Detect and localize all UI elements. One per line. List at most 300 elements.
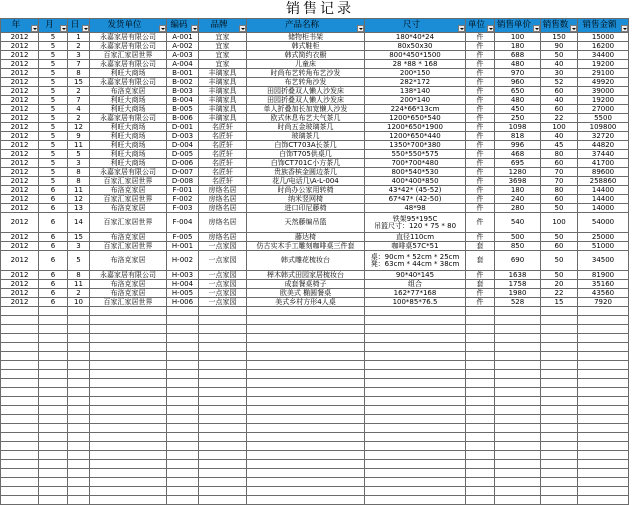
cell-amount[interactable]	[578, 233, 629, 242]
cell-size[interactable]	[365, 280, 466, 289]
empty-cell[interactable]	[247, 388, 365, 397]
cell-month[interactable]	[39, 159, 68, 168]
cell-amount[interactable]	[578, 242, 629, 251]
empty-cell[interactable]	[1, 379, 39, 388]
cell-unit-price[interactable]	[495, 204, 541, 213]
cell-unit-price[interactable]	[495, 168, 541, 177]
cell-unit[interactable]	[466, 132, 495, 141]
cell-unit-price[interactable]	[495, 141, 541, 150]
column-header-day[interactable]	[68, 19, 90, 33]
empty-cell[interactable]	[68, 433, 90, 442]
cell-amount[interactable]	[578, 168, 629, 177]
cell-shipper[interactable]	[90, 213, 167, 233]
cell-unit-price[interactable]	[495, 114, 541, 123]
empty-cell[interactable]	[365, 496, 466, 505]
cell-shipper[interactable]	[90, 51, 167, 60]
column-header-shipper[interactable]	[90, 19, 167, 33]
cell-brand[interactable]	[199, 150, 247, 159]
empty-cell[interactable]	[199, 334, 247, 343]
empty-cell[interactable]	[466, 433, 495, 442]
empty-cell[interactable]	[365, 325, 466, 334]
cell-quantity[interactable]	[541, 168, 578, 177]
empty-cell[interactable]	[495, 343, 541, 352]
empty-cell[interactable]	[247, 478, 365, 487]
filter-dropdown-icon[interactable]	[621, 25, 628, 32]
cell-brand[interactable]	[199, 289, 247, 298]
cell-amount[interactable]	[578, 271, 629, 280]
cell-brand[interactable]	[199, 242, 247, 251]
empty-cell[interactable]	[365, 334, 466, 343]
cell-product[interactable]	[247, 242, 365, 251]
empty-cell[interactable]	[495, 460, 541, 469]
empty-cell[interactable]	[199, 424, 247, 433]
empty-cell[interactable]	[90, 316, 167, 325]
cell-product[interactable]	[247, 186, 365, 195]
cell-amount[interactable]	[578, 78, 629, 87]
cell-code[interactable]	[167, 242, 199, 251]
empty-cell[interactable]	[247, 343, 365, 352]
cell-product[interactable]	[247, 213, 365, 233]
empty-cell[interactable]	[247, 370, 365, 379]
cell-month[interactable]	[39, 298, 68, 307]
cell-unit[interactable]	[466, 280, 495, 289]
cell-day[interactable]	[68, 271, 90, 280]
cell-year[interactable]	[1, 69, 39, 78]
cell-code[interactable]	[167, 289, 199, 298]
cell-amount[interactable]	[578, 289, 629, 298]
empty-cell[interactable]	[167, 478, 199, 487]
cell-day[interactable]	[68, 78, 90, 87]
cell-day[interactable]	[68, 251, 90, 271]
empty-cell[interactable]	[495, 451, 541, 460]
cell-quantity[interactable]	[541, 242, 578, 251]
empty-cell[interactable]	[247, 316, 365, 325]
empty-cell[interactable]	[247, 415, 365, 424]
cell-size[interactable]	[365, 177, 466, 186]
cell-day[interactable]	[68, 141, 90, 150]
cell-month[interactable]	[39, 289, 68, 298]
empty-cell[interactable]	[578, 316, 629, 325]
cell-month[interactable]	[39, 150, 68, 159]
cell-size[interactable]	[365, 87, 466, 96]
cell-month[interactable]	[39, 280, 68, 289]
empty-cell[interactable]	[90, 325, 167, 334]
cell-product[interactable]	[247, 132, 365, 141]
cell-year[interactable]	[1, 141, 39, 150]
cell-shipper[interactable]	[90, 78, 167, 87]
empty-cell[interactable]	[466, 334, 495, 343]
empty-cell[interactable]	[541, 361, 578, 370]
column-header-year[interactable]	[1, 19, 39, 33]
empty-cell[interactable]	[39, 433, 68, 442]
empty-cell[interactable]	[495, 496, 541, 505]
empty-cell[interactable]	[541, 460, 578, 469]
empty-cell[interactable]	[466, 352, 495, 361]
empty-cell[interactable]	[90, 352, 167, 361]
empty-cell[interactable]	[365, 442, 466, 451]
cell-amount[interactable]	[578, 51, 629, 60]
cell-day[interactable]	[68, 159, 90, 168]
cell-product[interactable]	[247, 168, 365, 177]
cell-shipper[interactable]	[90, 251, 167, 271]
cell-code[interactable]	[167, 105, 199, 114]
cell-shipper[interactable]	[90, 60, 167, 69]
cell-year[interactable]	[1, 132, 39, 141]
cell-unit-price[interactable]	[495, 51, 541, 60]
filter-dropdown-icon[interactable]	[458, 25, 465, 32]
empty-cell[interactable]	[365, 433, 466, 442]
cell-unit-price[interactable]	[495, 78, 541, 87]
cell-year[interactable]	[1, 271, 39, 280]
cell-year[interactable]	[1, 33, 39, 42]
cell-unit[interactable]	[466, 141, 495, 150]
empty-cell[interactable]	[365, 478, 466, 487]
cell-unit-price[interactable]	[495, 105, 541, 114]
cell-year[interactable]	[1, 105, 39, 114]
cell-code[interactable]	[167, 114, 199, 123]
empty-cell[interactable]	[1, 388, 39, 397]
filter-dropdown-icon[interactable]	[31, 25, 38, 32]
cell-unit[interactable]	[466, 87, 495, 96]
cell-size[interactable]	[365, 242, 466, 251]
empty-cell[interactable]	[1, 406, 39, 415]
empty-cell[interactable]	[495, 325, 541, 334]
empty-cell[interactable]	[39, 388, 68, 397]
empty-cell[interactable]	[167, 388, 199, 397]
empty-cell[interactable]	[167, 406, 199, 415]
cell-unit-price[interactable]	[495, 69, 541, 78]
cell-product[interactable]	[247, 204, 365, 213]
cell-amount[interactable]	[578, 298, 629, 307]
empty-cell[interactable]	[541, 415, 578, 424]
empty-cell[interactable]	[466, 370, 495, 379]
cell-code[interactable]	[167, 42, 199, 51]
column-header-code[interactable]	[167, 19, 199, 33]
cell-size[interactable]	[365, 105, 466, 114]
empty-cell[interactable]	[247, 361, 365, 370]
cell-size[interactable]	[365, 213, 466, 233]
cell-amount[interactable]	[578, 195, 629, 204]
empty-cell[interactable]	[495, 433, 541, 442]
cell-unit-price[interactable]	[495, 150, 541, 159]
cell-code[interactable]	[167, 298, 199, 307]
cell-quantity[interactable]	[541, 114, 578, 123]
cell-size[interactable]	[365, 42, 466, 51]
cell-unit[interactable]	[466, 51, 495, 60]
cell-quantity[interactable]	[541, 280, 578, 289]
empty-cell[interactable]	[541, 442, 578, 451]
cell-month[interactable]	[39, 78, 68, 87]
cell-year[interactable]	[1, 168, 39, 177]
cell-size[interactable]	[365, 168, 466, 177]
empty-cell[interactable]	[247, 496, 365, 505]
cell-unit-price[interactable]	[495, 298, 541, 307]
cell-product[interactable]	[247, 195, 365, 204]
cell-year[interactable]	[1, 195, 39, 204]
empty-cell[interactable]	[1, 460, 39, 469]
empty-cell[interactable]	[90, 397, 167, 406]
empty-cell[interactable]	[68, 379, 90, 388]
cell-year[interactable]	[1, 123, 39, 132]
cell-code[interactable]	[167, 168, 199, 177]
empty-cell[interactable]	[466, 388, 495, 397]
cell-product[interactable]	[247, 60, 365, 69]
cell-product[interactable]	[247, 42, 365, 51]
cell-code[interactable]	[167, 33, 199, 42]
cell-unit-price[interactable]	[495, 242, 541, 251]
empty-cell[interactable]	[466, 415, 495, 424]
empty-cell[interactable]	[90, 496, 167, 505]
cell-month[interactable]	[39, 271, 68, 280]
empty-cell[interactable]	[466, 316, 495, 325]
empty-cell[interactable]	[578, 460, 629, 469]
cell-quantity[interactable]	[541, 186, 578, 195]
empty-cell[interactable]	[541, 487, 578, 496]
cell-quantity[interactable]	[541, 289, 578, 298]
empty-cell[interactable]	[68, 487, 90, 496]
empty-cell[interactable]	[578, 370, 629, 379]
cell-size[interactable]	[365, 114, 466, 123]
cell-brand[interactable]	[199, 60, 247, 69]
filter-dropdown-icon[interactable]	[570, 25, 577, 32]
cell-shipper[interactable]	[90, 69, 167, 78]
cell-year[interactable]	[1, 204, 39, 213]
empty-cell[interactable]	[167, 433, 199, 442]
cell-month[interactable]	[39, 42, 68, 51]
cell-year[interactable]	[1, 42, 39, 51]
cell-quantity[interactable]	[541, 233, 578, 242]
cell-code[interactable]	[167, 87, 199, 96]
empty-cell[interactable]	[541, 451, 578, 460]
cell-product[interactable]	[247, 105, 365, 114]
empty-cell[interactable]	[68, 451, 90, 460]
filter-dropdown-icon[interactable]	[60, 25, 67, 32]
cell-code[interactable]	[167, 204, 199, 213]
cell-quantity[interactable]	[541, 105, 578, 114]
empty-cell[interactable]	[495, 397, 541, 406]
cell-amount[interactable]	[578, 213, 629, 233]
empty-cell[interactable]	[199, 478, 247, 487]
empty-cell[interactable]	[365, 415, 466, 424]
cell-code[interactable]	[167, 251, 199, 271]
empty-cell[interactable]	[167, 496, 199, 505]
cell-day[interactable]	[68, 168, 90, 177]
cell-day[interactable]	[68, 87, 90, 96]
cell-code[interactable]	[167, 177, 199, 186]
cell-amount[interactable]	[578, 60, 629, 69]
column-header-size[interactable]	[365, 19, 466, 33]
empty-cell[interactable]	[541, 406, 578, 415]
empty-cell[interactable]	[365, 397, 466, 406]
empty-cell[interactable]	[90, 415, 167, 424]
cell-unit[interactable]	[466, 114, 495, 123]
empty-cell[interactable]	[68, 406, 90, 415]
cell-quantity[interactable]	[541, 204, 578, 213]
cell-unit-price[interactable]	[495, 159, 541, 168]
empty-cell[interactable]	[39, 307, 68, 316]
cell-size[interactable]	[365, 289, 466, 298]
cell-quantity[interactable]	[541, 87, 578, 96]
empty-cell[interactable]	[247, 469, 365, 478]
cell-day[interactable]	[68, 298, 90, 307]
filter-dropdown-icon[interactable]	[191, 25, 198, 32]
cell-product[interactable]	[247, 159, 365, 168]
cell-shipper[interactable]	[90, 186, 167, 195]
empty-cell[interactable]	[541, 496, 578, 505]
cell-unit[interactable]	[466, 213, 495, 233]
cell-unit-price[interactable]	[495, 186, 541, 195]
empty-cell[interactable]	[1, 352, 39, 361]
cell-product[interactable]	[247, 150, 365, 159]
empty-cell[interactable]	[39, 334, 68, 343]
cell-code[interactable]	[167, 132, 199, 141]
cell-unit[interactable]	[466, 150, 495, 159]
empty-cell[interactable]	[247, 379, 365, 388]
cell-day[interactable]	[68, 33, 90, 42]
cell-amount[interactable]	[578, 114, 629, 123]
cell-month[interactable]	[39, 33, 68, 42]
empty-cell[interactable]	[39, 361, 68, 370]
cell-year[interactable]	[1, 233, 39, 242]
cell-code[interactable]	[167, 51, 199, 60]
column-header-month[interactable]	[39, 19, 68, 33]
empty-cell[interactable]	[90, 370, 167, 379]
empty-cell[interactable]	[90, 424, 167, 433]
empty-cell[interactable]	[199, 379, 247, 388]
cell-size[interactable]	[365, 51, 466, 60]
cell-quantity[interactable]	[541, 298, 578, 307]
cell-amount[interactable]	[578, 204, 629, 213]
cell-year[interactable]	[1, 150, 39, 159]
empty-cell[interactable]	[39, 424, 68, 433]
cell-brand[interactable]	[199, 213, 247, 233]
empty-cell[interactable]	[68, 442, 90, 451]
cell-year[interactable]	[1, 78, 39, 87]
cell-size[interactable]	[365, 298, 466, 307]
cell-month[interactable]	[39, 141, 68, 150]
empty-cell[interactable]	[578, 415, 629, 424]
empty-cell[interactable]	[466, 469, 495, 478]
cell-code[interactable]	[167, 123, 199, 132]
empty-cell[interactable]	[365, 343, 466, 352]
empty-cell[interactable]	[68, 496, 90, 505]
empty-cell[interactable]	[39, 406, 68, 415]
cell-day[interactable]	[68, 213, 90, 233]
empty-cell[interactable]	[199, 406, 247, 415]
empty-cell[interactable]	[578, 406, 629, 415]
empty-cell[interactable]	[578, 478, 629, 487]
empty-cell[interactable]	[68, 316, 90, 325]
cell-unit[interactable]	[466, 242, 495, 251]
cell-month[interactable]	[39, 251, 68, 271]
cell-size[interactable]	[365, 69, 466, 78]
cell-quantity[interactable]	[541, 123, 578, 132]
cell-month[interactable]	[39, 186, 68, 195]
empty-cell[interactable]	[578, 379, 629, 388]
cell-unit[interactable]	[466, 42, 495, 51]
empty-cell[interactable]	[68, 424, 90, 433]
cell-quantity[interactable]	[541, 132, 578, 141]
cell-amount[interactable]	[578, 177, 629, 186]
empty-cell[interactable]	[365, 406, 466, 415]
empty-cell[interactable]	[495, 352, 541, 361]
cell-month[interactable]	[39, 233, 68, 242]
empty-cell[interactable]	[39, 478, 68, 487]
cell-brand[interactable]	[199, 233, 247, 242]
empty-cell[interactable]	[247, 325, 365, 334]
cell-size[interactable]	[365, 33, 466, 42]
cell-quantity[interactable]	[541, 213, 578, 233]
empty-cell[interactable]	[90, 406, 167, 415]
cell-amount[interactable]	[578, 141, 629, 150]
cell-amount[interactable]	[578, 69, 629, 78]
empty-cell[interactable]	[167, 415, 199, 424]
empty-cell[interactable]	[167, 469, 199, 478]
cell-brand[interactable]	[199, 123, 247, 132]
cell-day[interactable]	[68, 96, 90, 105]
empty-cell[interactable]	[541, 424, 578, 433]
empty-cell[interactable]	[199, 343, 247, 352]
empty-cell[interactable]	[578, 496, 629, 505]
cell-month[interactable]	[39, 204, 68, 213]
empty-cell[interactable]	[39, 415, 68, 424]
empty-cell[interactable]	[90, 487, 167, 496]
cell-unit-price[interactable]	[495, 60, 541, 69]
cell-unit[interactable]	[466, 298, 495, 307]
empty-cell[interactable]	[578, 424, 629, 433]
empty-cell[interactable]	[365, 352, 466, 361]
empty-cell[interactable]	[1, 487, 39, 496]
empty-cell[interactable]	[90, 361, 167, 370]
empty-cell[interactable]	[495, 370, 541, 379]
empty-cell[interactable]	[68, 307, 90, 316]
filter-dropdown-icon[interactable]	[357, 25, 364, 32]
column-header-product[interactable]	[247, 19, 365, 33]
cell-month[interactable]	[39, 96, 68, 105]
cell-product[interactable]	[247, 280, 365, 289]
empty-cell[interactable]	[495, 487, 541, 496]
empty-cell[interactable]	[199, 361, 247, 370]
cell-product[interactable]	[247, 177, 365, 186]
cell-brand[interactable]	[199, 141, 247, 150]
empty-cell[interactable]	[466, 325, 495, 334]
empty-cell[interactable]	[1, 325, 39, 334]
cell-day[interactable]	[68, 60, 90, 69]
cell-code[interactable]	[167, 271, 199, 280]
cell-unit[interactable]	[466, 186, 495, 195]
cell-amount[interactable]	[578, 33, 629, 42]
empty-cell[interactable]	[167, 442, 199, 451]
empty-cell[interactable]	[578, 307, 629, 316]
empty-cell[interactable]	[541, 307, 578, 316]
empty-cell[interactable]	[578, 334, 629, 343]
cell-month[interactable]	[39, 132, 68, 141]
cell-product[interactable]	[247, 271, 365, 280]
cell-size[interactable]	[365, 195, 466, 204]
empty-cell[interactable]	[541, 316, 578, 325]
empty-cell[interactable]	[90, 343, 167, 352]
cell-day[interactable]	[68, 280, 90, 289]
cell-unit[interactable]	[466, 123, 495, 132]
cell-product[interactable]	[247, 96, 365, 105]
cell-shipper[interactable]	[90, 233, 167, 242]
empty-cell[interactable]	[365, 451, 466, 460]
empty-cell[interactable]	[1, 415, 39, 424]
empty-cell[interactable]	[466, 460, 495, 469]
cell-code[interactable]	[167, 233, 199, 242]
empty-cell[interactable]	[90, 460, 167, 469]
cell-size[interactable]	[365, 159, 466, 168]
